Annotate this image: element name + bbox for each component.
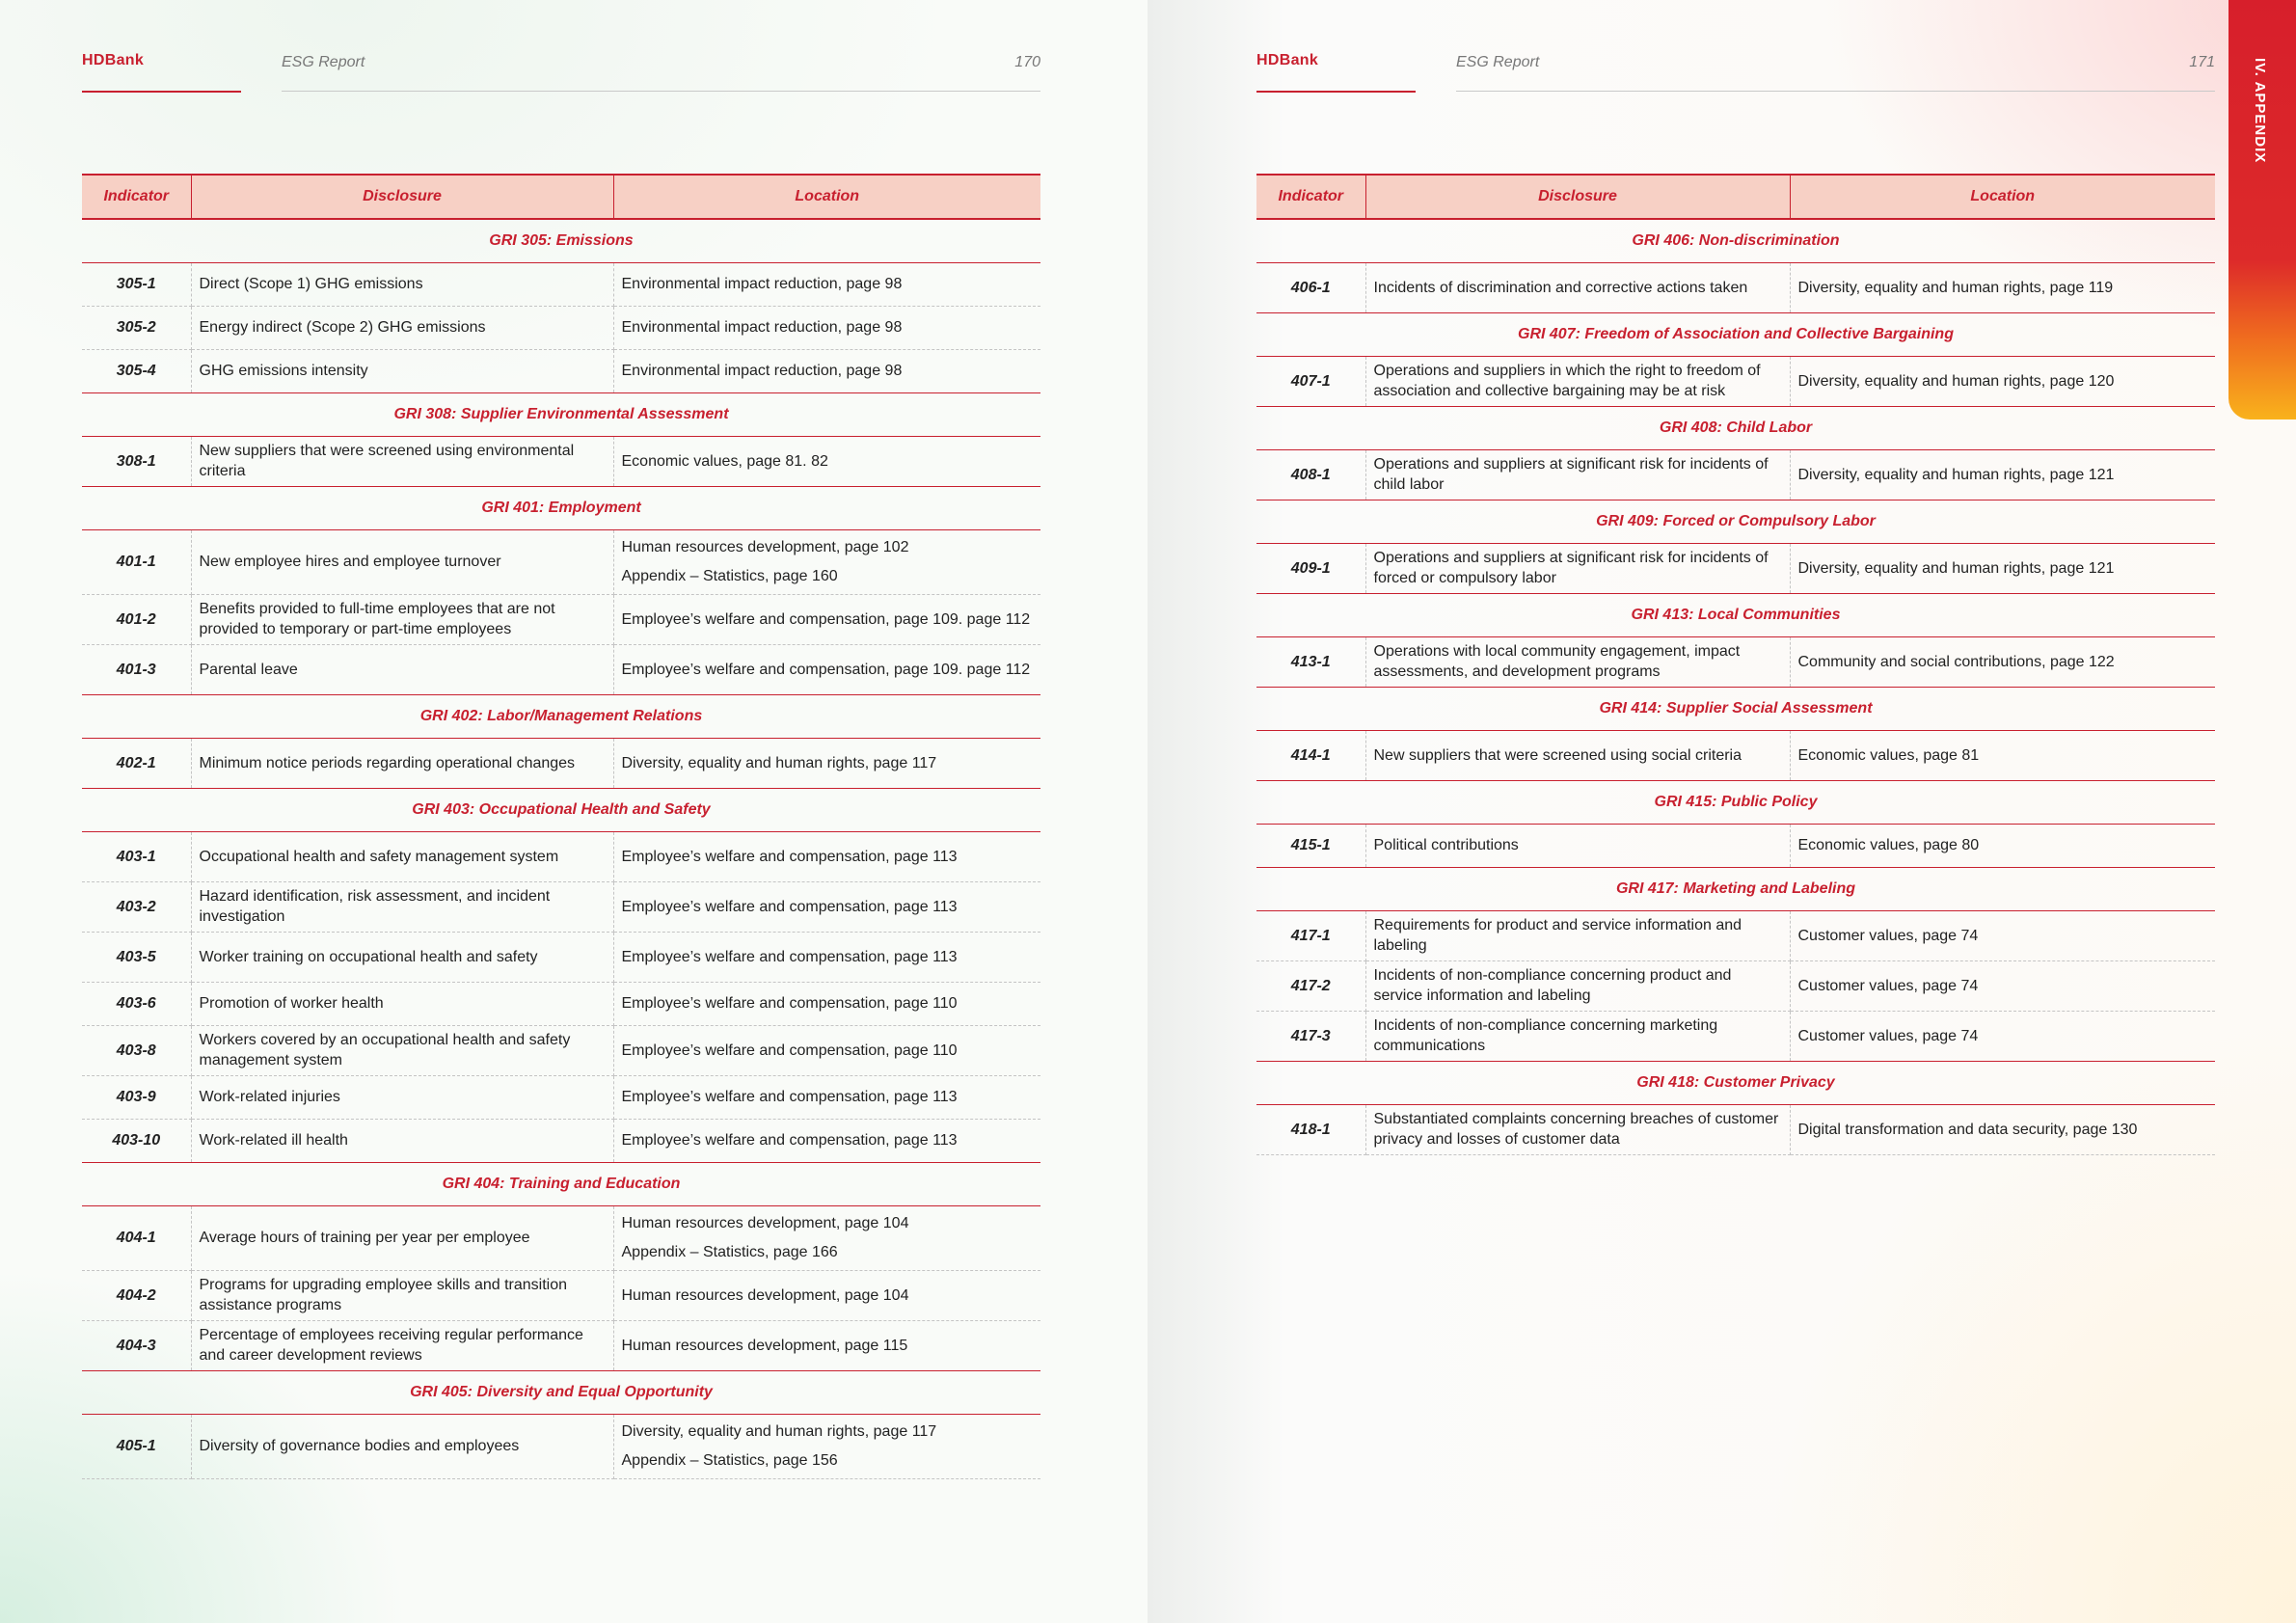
- location-cell: [613, 644, 1040, 694]
- disclosure-text: Occupational health and safety management system: [191, 831, 613, 881]
- page-header: [1256, 52, 2215, 95]
- section-heading-row: [82, 392, 1040, 436]
- table-row: [82, 1075, 1040, 1119]
- indicator-code: 403-1: [82, 831, 191, 881]
- indicator-code: 415-1: [1256, 824, 1365, 867]
- page-number: 171: [2189, 54, 2215, 70]
- location-cell: [1790, 356, 2215, 406]
- location-cell: [613, 1270, 1040, 1320]
- location-cell: [613, 932, 1040, 982]
- disclosure-text: Work-related ill health: [191, 1119, 613, 1162]
- indicator-code: 305-4: [82, 349, 191, 392]
- appendix-tab-label: IV. APPENDIX: [2252, 58, 2268, 164]
- section-heading-row: [82, 1162, 1040, 1205]
- location-reference: Human resources development, page 104: [621, 1286, 909, 1304]
- disclosure-text: Percentage of employees receiving regular performance and career development reviews: [191, 1320, 613, 1370]
- indicator-code: 305-1: [82, 262, 191, 306]
- section-heading-row: [1256, 219, 2215, 262]
- location-cell: [1790, 262, 2215, 312]
- location-reference: Environmental impact reduction, page 98: [621, 319, 903, 336]
- disclosure-text: New employee hires and employee turnover: [191, 529, 613, 594]
- table-row: [82, 1414, 1040, 1478]
- table-row: [1256, 1011, 2215, 1061]
- location-reference: Employee’s welfare and compensation, page 109. page 112: [621, 661, 1031, 678]
- location-reference: Employee’s welfare and compensation, page 113: [621, 1132, 958, 1149]
- gri-content-index-table: [1256, 174, 2215, 1155]
- section-title: GRI 401: Employment: [82, 486, 1040, 529]
- location-reference: Diversity, equality and human rights, page 121: [1797, 466, 2115, 483]
- location-reference: Diversity, equality and human rights, page 117: [621, 1422, 937, 1440]
- section-title: GRI 415: Public Policy: [1256, 780, 2215, 824]
- location-cell: [1790, 910, 2215, 960]
- table-body: [1256, 219, 2215, 1154]
- location-cell: [1790, 730, 2215, 780]
- column-header-location: Location: [1790, 175, 2215, 219]
- location-cell: [613, 1205, 1040, 1270]
- section-title: GRI 305: Emissions: [82, 219, 1040, 262]
- table-row: [82, 1270, 1040, 1320]
- disclosure-text: Benefits provided to full-time employees that are not provided to temporary or part-time employees: [191, 594, 613, 644]
- location-reference: Economic values, page 81. 82: [621, 452, 828, 470]
- disclosure-text: GHG emissions intensity: [191, 349, 613, 392]
- section-heading-row: [1256, 593, 2215, 636]
- section-title: GRI 308: Supplier Environmental Assessment: [82, 392, 1040, 436]
- table-row: [82, 306, 1040, 349]
- location-reference: Economic values, page 81: [1797, 746, 1980, 764]
- section-heading-row: [1256, 312, 2215, 356]
- column-header-disclosure: Disclosure: [191, 175, 613, 219]
- location-cell: [613, 881, 1040, 932]
- section-heading-row: [1256, 687, 2215, 730]
- location-cell: [613, 1320, 1040, 1370]
- gri-content-index-table: [82, 174, 1040, 1479]
- brand-underline: [1256, 91, 1416, 93]
- table-row: [82, 1119, 1040, 1162]
- section-title: GRI 409: Forced or Compulsory Labor: [1256, 500, 2215, 543]
- location-reference: Environmental impact reduction, page 98: [621, 276, 903, 292]
- table-row: [1256, 356, 2215, 406]
- appendix-section-tab[interactable]: [2228, 0, 2296, 419]
- column-header-indicator: Indicator: [1256, 175, 1365, 219]
- section-title: GRI 414: Supplier Social Assessment: [1256, 687, 2215, 730]
- location-cell: [613, 349, 1040, 392]
- section-heading-row: [1256, 406, 2215, 449]
- section-heading-row: [1256, 1061, 2215, 1104]
- table-row: [1256, 1104, 2215, 1154]
- location-cell: [613, 1025, 1040, 1075]
- indicator-code: 414-1: [1256, 730, 1365, 780]
- location-reference: Employee’s welfare and compensation, page 113: [621, 898, 958, 915]
- table-row: [1256, 543, 2215, 593]
- location-reference: Appendix – Statistics, page 156: [621, 1451, 838, 1469]
- location-cell: [613, 1414, 1040, 1478]
- section-title: GRI 418: Customer Privacy: [1256, 1061, 2215, 1104]
- table-row: [1256, 262, 2215, 312]
- section-title: GRI 405: Diversity and Equal Opportunity: [82, 1370, 1040, 1414]
- disclosure-text: Requirements for product and service information and labeling: [1365, 910, 1790, 960]
- indicator-code: 308-1: [82, 436, 191, 486]
- table-row: [82, 738, 1040, 788]
- page-number: 170: [1014, 54, 1040, 70]
- location-cell: [1790, 824, 2215, 867]
- table-body: [82, 219, 1040, 1478]
- indicator-code: 404-3: [82, 1320, 191, 1370]
- indicator-code: 403-10: [82, 1119, 191, 1162]
- table-row: [82, 262, 1040, 306]
- report-title: ESG Report: [1456, 54, 1540, 70]
- location-reference: Employee’s welfare and compensation, page 113: [621, 848, 958, 865]
- location-cell: [1790, 1011, 2215, 1061]
- table-header-row: [82, 175, 1040, 219]
- section-title: GRI 413: Local Communities: [1256, 593, 2215, 636]
- location-reference: Human resources development, page 104: [621, 1214, 909, 1231]
- indicator-code: 407-1: [1256, 356, 1365, 406]
- indicator-code: 418-1: [1256, 1104, 1365, 1154]
- section-title: GRI 404: Training and Education: [82, 1162, 1040, 1205]
- indicator-code: 403-8: [82, 1025, 191, 1075]
- section-heading-row: [82, 694, 1040, 738]
- section-title: GRI 403: Occupational Health and Safety: [82, 788, 1040, 831]
- right-page: [1148, 0, 2296, 1623]
- table-row: [82, 349, 1040, 392]
- brand-logo: HDBank: [82, 52, 145, 68]
- section-title: GRI 417: Marketing and Labeling: [1256, 867, 2215, 910]
- section-heading-row: [82, 788, 1040, 831]
- indicator-code: 409-1: [1256, 543, 1365, 593]
- location-reference: Human resources development, page 102: [621, 538, 909, 555]
- indicator-code: 417-3: [1256, 1011, 1365, 1061]
- location-reference: Diversity, equality and human rights, page 119: [1797, 279, 2114, 296]
- disclosure-text: Incidents of non-compliance concerning marketing communications: [1365, 1011, 1790, 1061]
- disclosure-text: Operations and suppliers at significant risk for incidents of child labor: [1365, 449, 1790, 500]
- table-row: [1256, 636, 2215, 687]
- location-reference: Economic values, page 80: [1797, 837, 1980, 853]
- disclosure-text: Hazard identification, risk assessment, and incident investigation: [191, 881, 613, 932]
- location-reference: Diversity, equality and human rights, page 120: [1797, 372, 2115, 390]
- disclosure-text: Workers covered by an occupational health and safety management system: [191, 1025, 613, 1075]
- table-row: [82, 831, 1040, 881]
- table-row: [82, 1320, 1040, 1370]
- indicator-code: 403-6: [82, 982, 191, 1025]
- indicator-code: 417-1: [1256, 910, 1365, 960]
- location-reference: Employee’s welfare and compensation, page 113: [621, 1089, 958, 1105]
- location-cell: [613, 1119, 1040, 1162]
- location-cell: [613, 306, 1040, 349]
- table-row: [82, 644, 1040, 694]
- location-cell: [1790, 1104, 2215, 1154]
- table-row: [1256, 730, 2215, 780]
- location-cell: [1790, 636, 2215, 687]
- disclosure-text: Political contributions: [1365, 824, 1790, 867]
- disclosure-text: New suppliers that were screened using social criteria: [1365, 730, 1790, 780]
- location-cell: [1790, 543, 2215, 593]
- section-heading-row: [1256, 780, 2215, 824]
- header-rule: [282, 91, 1040, 92]
- location-reference: Customer values, page 74: [1797, 1027, 1979, 1044]
- location-reference: Human resources development, page 115: [621, 1337, 908, 1354]
- section-heading-row: [82, 486, 1040, 529]
- table-row: [82, 1025, 1040, 1075]
- location-cell: [613, 738, 1040, 788]
- table-row: [82, 881, 1040, 932]
- disclosure-text: Minimum notice periods regarding operational changes: [191, 738, 613, 788]
- location-cell: [613, 529, 1040, 594]
- location-reference: Community and social contributions, page 122: [1797, 653, 2115, 670]
- disclosure-text: Diversity of governance bodies and employees: [191, 1414, 613, 1478]
- location-reference: Employee’s welfare and compensation, page 110: [621, 995, 958, 1012]
- disclosure-text: Programs for upgrading employee skills and transition assistance programs: [191, 1270, 613, 1320]
- table-row: [1256, 910, 2215, 960]
- location-reference: Employee’s welfare and compensation, page 109. page 112: [621, 610, 1031, 628]
- location-reference: Diversity, equality and human rights, page 117: [621, 754, 937, 771]
- section-title: GRI 407: Freedom of Association and Collective Bargaining: [1256, 312, 2215, 356]
- disclosure-text: Incidents of non-compliance concerning product and service information and labeling: [1365, 960, 1790, 1011]
- page-header: [82, 52, 1040, 95]
- location-reference: Diversity, equality and human rights, page 121: [1797, 559, 2115, 577]
- brand-logo: HDBank: [1256, 52, 1319, 68]
- location-cell: [613, 594, 1040, 644]
- disclosure-text: Worker training on occupational health and safety: [191, 932, 613, 982]
- indicator-code: 305-2: [82, 306, 191, 349]
- disclosure-text: New suppliers that were screened using environmental criteria: [191, 436, 613, 486]
- location-reference: Customer values, page 74: [1797, 927, 1979, 944]
- table-row: [1256, 449, 2215, 500]
- disclosure-text: Operations and suppliers in which the right to freedom of association and collective bargaining may be at risk: [1365, 356, 1790, 406]
- location-cell: [613, 436, 1040, 486]
- column-header-indicator: Indicator: [82, 175, 191, 219]
- location-reference: Employee’s welfare and compensation, page 110: [621, 1041, 958, 1059]
- disclosure-text: Promotion of worker health: [191, 982, 613, 1025]
- indicator-code: 408-1: [1256, 449, 1365, 500]
- location-cell: [613, 831, 1040, 881]
- table-row: [82, 982, 1040, 1025]
- indicator-code: 413-1: [1256, 636, 1365, 687]
- indicator-code: 403-2: [82, 881, 191, 932]
- table-row: [82, 932, 1040, 982]
- location-reference: Appendix – Statistics, page 166: [621, 1243, 838, 1260]
- brand-underline: [82, 91, 241, 93]
- disclosure-text: Average hours of training per year per employee: [191, 1205, 613, 1270]
- column-header-location: Location: [613, 175, 1040, 219]
- indicator-code: 401-2: [82, 594, 191, 644]
- location-cell: [1790, 449, 2215, 500]
- indicator-code: 403-5: [82, 932, 191, 982]
- indicator-code: 405-1: [82, 1414, 191, 1478]
- location-reference: Customer values, page 74: [1797, 977, 1979, 994]
- section-heading-row: [1256, 500, 2215, 543]
- indicator-code: 401-1: [82, 529, 191, 594]
- disclosure-text: Substantiated complaints concerning breaches of customer privacy and losses of customer data: [1365, 1104, 1790, 1154]
- indicator-code: 404-2: [82, 1270, 191, 1320]
- disclosure-text: Work-related injuries: [191, 1075, 613, 1119]
- location-reference: Appendix – Statistics, page 160: [621, 567, 838, 584]
- location-reference: Environmental impact reduction, page 98: [621, 363, 903, 379]
- table-header-row: [1256, 175, 2215, 219]
- disclosure-text: Incidents of discrimination and corrective actions taken: [1365, 262, 1790, 312]
- section-heading-row: [1256, 867, 2215, 910]
- section-title: GRI 406: Non-discrimination: [1256, 219, 2215, 262]
- location-cell: [613, 982, 1040, 1025]
- disclosure-text: Operations and suppliers at significant risk for incidents of forced or compulsory labor: [1365, 543, 1790, 593]
- disclosure-text: Operations with local community engagement, impact assessments, and development programs: [1365, 636, 1790, 687]
- disclosure-text: Energy indirect (Scope 2) GHG emissions: [191, 306, 613, 349]
- location-cell: [1790, 960, 2215, 1011]
- disclosure-text: Parental leave: [191, 644, 613, 694]
- table-row: [82, 436, 1040, 486]
- indicator-code: 417-2: [1256, 960, 1365, 1011]
- header-rule: [1456, 91, 2215, 92]
- table-row: [82, 594, 1040, 644]
- indicator-code: 403-9: [82, 1075, 191, 1119]
- disclosure-text: Direct (Scope 1) GHG emissions: [191, 262, 613, 306]
- report-title: ESG Report: [282, 54, 365, 70]
- indicator-code: 404-1: [82, 1205, 191, 1270]
- section-heading-row: [82, 1370, 1040, 1414]
- table-row: [82, 1205, 1040, 1270]
- table-row: [1256, 824, 2215, 867]
- indicator-code: 406-1: [1256, 262, 1365, 312]
- location-cell: [613, 262, 1040, 306]
- location-reference: Employee’s welfare and compensation, page 113: [621, 948, 958, 965]
- location-reference: Digital transformation and data security, page 130: [1797, 1121, 2138, 1138]
- table-row: [82, 529, 1040, 594]
- location-cell: [613, 1075, 1040, 1119]
- section-heading-row: [82, 219, 1040, 262]
- section-title: GRI 402: Labor/Management Relations: [82, 694, 1040, 738]
- table-row: [1256, 960, 2215, 1011]
- indicator-code: 402-1: [82, 738, 191, 788]
- column-header-disclosure: Disclosure: [1365, 175, 1790, 219]
- indicator-code: 401-3: [82, 644, 191, 694]
- section-title: GRI 408: Child Labor: [1256, 406, 2215, 449]
